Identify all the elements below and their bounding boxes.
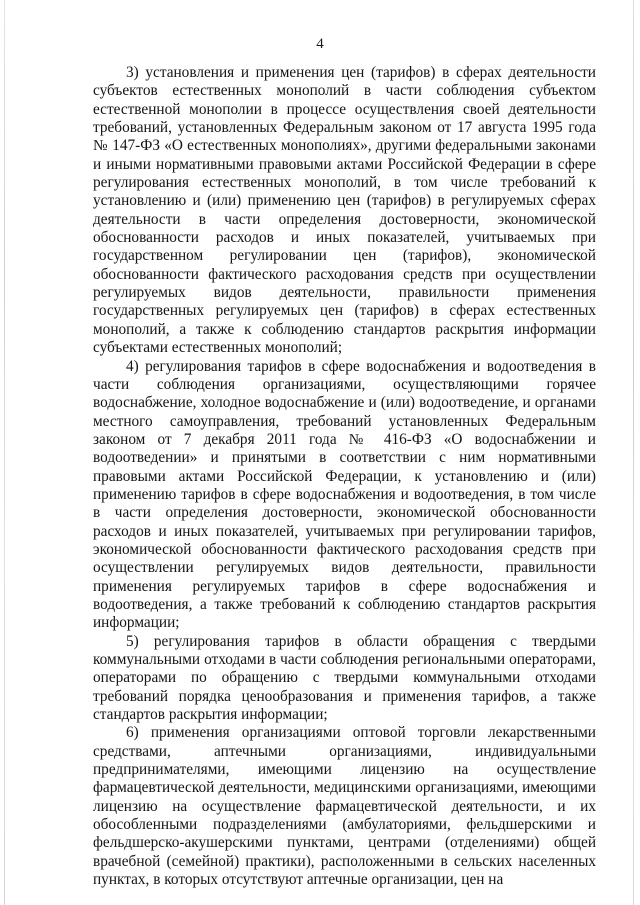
document-body	[93, 64, 596, 889]
paragraph-item-5: 5) регулирования тарифов в области обращения с твердыми коммунальными отходами в части соблюдения региональными операторами, операторами по обращению с твердыми коммунальными отходами требований порядка ценообразования и применения тарифов, а также стандартов раскрытия информации;	[93, 632, 596, 724]
scan-edge-left	[4, 0, 5, 905]
paragraph-item-3: 3) установления и применения цен (тарифов) в сферах деятельности субъектов естественных монополий в части соблюдения субъектом естественной монополии в процессе осуществления своей деятельности требований, установленных Федеральным законом от 17 августа 1995 года № 147-ФЗ «О естественных монополиях», другими федеральными законами и иными нормативными правовыми актами Российской Федерации в сфере регулирования естественных монополий, в том числе требований к установлению и (или) применению цен (тарифов) в регулируемых сферах деятельности в части определения достоверности, экономической обоснованности расходов и иных показателей, учитываемых при государственном регулировании цен (тарифов), экономической обоснованности фактического расходования средств при осуществлении регулируемых видов деятельности, правильности применения государственных регулируемых цен (тарифов) в сферах естественных монополий, а также к соблюдению стандартов раскрытия информации субъектами естественных монополий;	[93, 64, 596, 357]
paragraph-item-6: 6) применения организациями оптовой торговли лекарственными средствами, аптечными организациями, индивидуальными предпринимателями, имеющими лицензию на осуществление фармацевтической деятельности, медицинскими организациями, имеющими лицензию на осуществление фармацевтической деятельности, и их обособленными подразделениями (амбулаториями, фельдшерскими и фельдшерско-акушерскими пунктами, центрами (отделениями) общей врачебной (семейной) практики), расположенными в сельских населенных пунктах, в которых отсутствуют аптечные организации, цен на	[93, 724, 596, 889]
paragraph-item-4: 4) регулирования тарифов в сфере водоснабжения и водоотведения в части соблюдения организациями, осуществляющими горячее водоснабжение, холодное водоснабжение и (или) водоотведение, и органами местного самоуправления, требований установленных Федеральным законом от 7 декабря 2011 года № 416-ФЗ «О водоснабжении и водоотведении» и принятыми в соответствии с ним нормативными правовыми актами Российской Федерации, к установлению и (или) применению тарифов в сфере водоснабжения и водоотведения, в том числе в части определения достоверности, экономической обоснованности расходов и иных показателей, учитываемых при регулировании тарифов, экономической обоснованности фактического расходования средств при осуществлении регулируемых видов деятельности, правильности применения регулируемых тарифов в сфере водоснабжения и водоотведения, а также требований к соблюдению стандартов раскрытия информации;	[93, 357, 596, 632]
page-number: 4	[316, 36, 324, 52]
scan-edge-right	[633, 0, 634, 905]
